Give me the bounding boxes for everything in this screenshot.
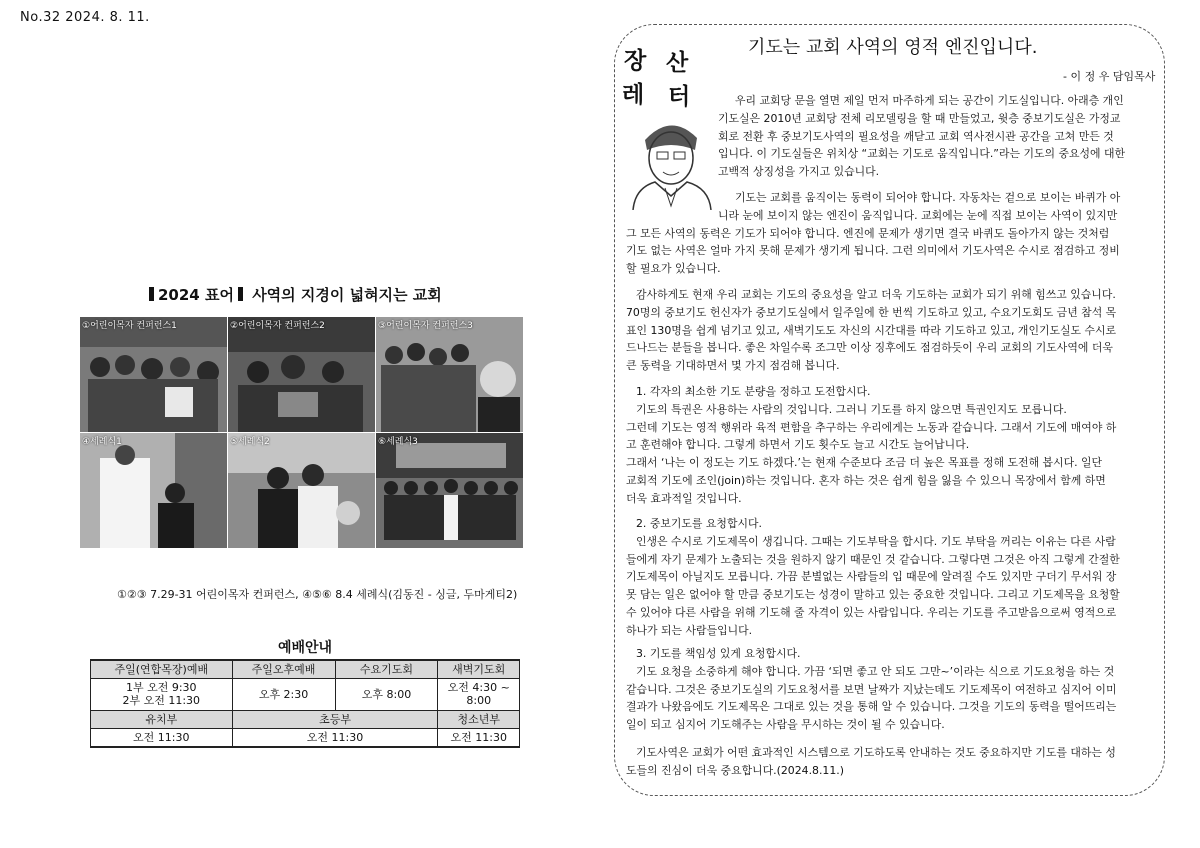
letter-line: 그래서 ‘나는 이 정도는 기도 하겠다.’는 현재 수준보다 조금 더 높은 목표를 정해 도전해 봅시다. 일단	[626, 456, 1103, 470]
letter-line: 입니다. 이 기도실들은 위치상 “교회는 기도로 움직입니다.”라는 기도의 중요성에 대한	[718, 147, 1126, 161]
photo-5	[228, 433, 375, 548]
letter-line: 표인 130명을 쉽게 넘기고 있고, 새벽기도도 자신의 시간대를 따라 기도하고 있고, 개인기도실도 수시로	[626, 323, 1117, 337]
letter-line: 우리 교회당 문을 열면 제일 먼저 마주하게 되는 공간이 기도실입니다. 아래층 개인	[735, 94, 1124, 107]
motto-mark-right	[238, 287, 243, 301]
photo-4	[80, 433, 227, 548]
letter-line: 도들의 진심이 더욱 중요합니다.(2024.8.11.)	[626, 763, 844, 777]
letter-line: 인생은 수시로 기도제목이 생깁니다. 그때는 기도부탁을 합시다. 기도 부탁을 꺼리는 이유는 다른 사람	[636, 534, 1116, 548]
motto-year: 2024 표어	[158, 286, 234, 304]
photo-2	[228, 317, 375, 432]
letter-author: - 이 정 우 담임목사	[1063, 70, 1156, 83]
motto	[145, 284, 475, 305]
letter-line: 들에게 자기 문제가 노출되는 것을 원하지 않기 때문인 것 같습니다. 그렇다면 그것은 아직 그렇게 간절한	[626, 552, 1120, 566]
letter-line: 기도제목이 아닐지도 모릅니다. 가끔 분별없는 사람들의 입 때문에 알려질 수도 있지만 구더기 무서워 장	[626, 570, 1117, 584]
photo-2-image	[228, 317, 375, 432]
photo-4-image	[80, 433, 227, 548]
section-heading: 2. 중보기도를 요청합시다.	[636, 517, 762, 530]
letter-paragraph-2	[626, 189, 1121, 278]
letter-line: 일이 되고 심지어 기도해주는 사람을 무시하는 것이 될 수 있습니다.	[626, 718, 945, 732]
letter-line: 니라 눈에 보이지 않는 엔진이 움직입니다. 교회에는 눈에 직접 보이는 사역이 있지만	[718, 208, 1118, 222]
letter-section-2	[626, 515, 1120, 640]
letter-tag-char-3: 레	[622, 82, 645, 108]
photo-3-label: ③어린이목자 컨퍼런스3	[378, 321, 473, 331]
letter-line: 고백적 상징성을 가지고 있습니다.	[718, 165, 880, 179]
dept-time-youth: 오전 11:30	[438, 728, 520, 747]
letter-line: 고 훈련해야 합니다. 그렇게 하면서 기도 횟수도 늘고 시간도 늘어납니다.	[626, 438, 970, 452]
letter-closing	[626, 744, 1116, 780]
service-time-wednesday: 오후 8:00	[335, 679, 438, 710]
service-header-row	[91, 660, 520, 679]
photo-1-label: ①어린이목자 컨퍼런스1	[82, 321, 177, 331]
photo-grid	[80, 317, 523, 548]
letter-title: 기도는 교회 사역의 영적 엔진입니다.	[748, 37, 1038, 58]
photo-6-label: ⑥세례식3	[378, 437, 418, 447]
photo-2-label: ②어린이목자 컨퍼런스2	[230, 321, 325, 331]
letter-tag-char-4: 터	[668, 84, 691, 110]
photo-1	[80, 317, 227, 432]
service-time-row	[91, 679, 520, 710]
letter-line: 그 모든 사역의 동력은 기도가 되어야 합니다. 엔진에 문제가 생기면 결국 바퀴도 돌아가지 않는 것처럼	[626, 226, 1110, 240]
letter-line: 못 담는 일은 없어야 할 만큼 중보기도는 성경이 말하고 있는 중요한 것입니다. 그리고 기도제목을 요청할	[626, 588, 1120, 602]
pastor-portrait	[625, 110, 717, 210]
dept-head-kindergarten: 유치부	[91, 710, 233, 728]
dept-time-elementary: 오전 11:30	[232, 728, 438, 747]
photo-6	[376, 433, 523, 548]
dept-time-row	[91, 728, 520, 747]
photo-1-image	[80, 317, 227, 432]
letter-line: 같습니다. 그것은 중보기도실의 기도요청서를 보면 날짜가 지났는데도 기도제목이 여전하고 심지어 이미	[626, 682, 1117, 696]
letter-line: 감사하게도 현재 우리 교회는 기도의 중요성을 알고 더욱 기도하는 교회가 되기 위해 힘쓰고 있습니다.	[636, 288, 1116, 301]
photo-5-image	[228, 433, 375, 548]
letter-tag	[618, 42, 710, 110]
letter-line: 하나가 되는 사람들입니다.	[626, 623, 753, 637]
service-time-sunday-1: 1부 오전 9:30	[125, 681, 197, 695]
service-head-sunday: 주일(연합목장)예배	[91, 660, 233, 679]
service-time-sunday-afternoon: 오후 2:30	[232, 679, 335, 710]
letter-line: 기도실은 2010년 교회당 전체 리모델링을 할 때 만들었고, 윗층 중보기도실은 가정교	[718, 111, 1121, 125]
dept-header-row	[91, 710, 520, 728]
service-table	[90, 659, 520, 748]
letter-section-3	[626, 645, 1116, 734]
service-guide-title: 예배안내	[277, 640, 333, 656]
dept-time-kindergarten: 오전 11:30	[91, 728, 233, 747]
photo-4-label: ④세례식1	[82, 437, 122, 447]
letter-paragraph-3	[626, 286, 1116, 375]
photo-3-image	[376, 317, 523, 432]
letter-section-1	[626, 383, 1116, 508]
letter-line: 할 필요가 있습니다.	[626, 262, 721, 276]
letter-line: 더욱 효과적일 것입니다.	[626, 491, 742, 505]
photo-6-image	[376, 433, 523, 548]
letter-line: 기도는 교회를 움직이는 동력이 되어야 합니다. 자동차는 겉으로 보이는 바퀴가 아	[735, 191, 1121, 204]
motto-mark-left	[149, 287, 154, 301]
letter-line: 수 있어야 다른 사람을 위해 기도해 줄 자격이 있는 사람입니다. 우리는 기도를 주고받음으로써 영적으로	[626, 605, 1117, 619]
letter-line: 기도사역은 교회가 어떤 효과적인 시스템으로 기도하도록 안내하는 것도 중요하지만 기도를 대하는 성	[636, 746, 1116, 759]
service-head-dawn: 새벽기도회	[438, 660, 520, 679]
dept-head-youth: 청소년부	[438, 710, 520, 728]
letter-line: 교회적 기도에 조인(join)하는 것입니다. 혼자 하는 것은 쉽게 힘을 잃을 수 있으니 목장에서 함께 하면	[626, 473, 1106, 487]
letter-tag-char-2: 산	[666, 50, 689, 76]
letter-line: 그런데 기도는 영적 행위라 육적 편함을 추구하는 우리에게는 노동과 같습니다. 그래서 기도에 매여야 하	[626, 420, 1117, 434]
motto-text: 사역의 지경이 넓혀지는 교회	[252, 286, 442, 304]
service-head-sunday-afternoon: 주일오후예배	[232, 660, 335, 679]
letter-tag-char-1: 장	[624, 48, 647, 74]
letter-line: 기도 없는 사역은 얼마 가지 못해 문제가 생기게 됩니다. 그런 의미에서 기도사역은 수시로 점검하고 정비	[626, 244, 1120, 258]
photo-5-label: ⑤세례식2	[230, 437, 270, 447]
service-time-sunday-2: 2부 오전 11:30	[122, 694, 201, 708]
service-time-dawn: 오전 4:30 ~ 8:00	[438, 679, 520, 710]
section-heading: 1. 각자의 최소한 기도 분량을 정하고 도전합시다.	[636, 385, 871, 398]
photo-3	[376, 317, 523, 432]
letter-line: 결과가 나왔음에도 기도제목은 그대로 있는 것을 통해 알 수 있습니다. 그것을 기도의 동력을 떨어뜨리는	[626, 700, 1117, 714]
letter-line: 큰 동력을 기대하면서 몇 가지 점검해 봅니다.	[626, 359, 840, 373]
letter-line: 기도의 특권은 사용하는 사람의 것입니다. 그러니 기도를 하지 않으면 특권인지도 모릅니다.	[636, 402, 1067, 416]
letter-paragraph-1	[718, 92, 1126, 181]
letter-line: 기도 요청을 소중하게 해야 합니다. 가끔 ‘되면 좋고 안 되도 그만~’이라는 식으로 기도요청을 하는 것	[636, 664, 1115, 678]
issue-number: No.32 2024. 8. 11.	[20, 10, 150, 25]
service-head-wednesday: 수요기도회	[335, 660, 438, 679]
section-heading: 3. 기도를 책임성 있게 요청합시다.	[636, 647, 801, 660]
dept-head-elementary: 초등부	[232, 710, 438, 728]
service-time-sunday	[91, 679, 233, 710]
letter-line: 드나드는 분들을 봅니다. 좋은 차일수록 조그만 이상 징후에도 점검하듯이 우리 교회의 기도사역에 더욱	[626, 341, 1113, 355]
letter-line: 70명의 중보기도 헌신자가 중보기도실에서 일주일에 한 번씩 기도하고 있고, 수요기도회도 금년 참석 목	[626, 305, 1117, 319]
photo-caption: ①②③ 7.29-31 어린이목자 컨퍼런스, ④⑤⑥ 8.4 세례식(김동진 - 싱글, 두마게티2)	[117, 588, 518, 601]
letter-line: 회로 전환 후 중보기도사역의 필요성을 깨닫고 교회 역사전시관 공간을 고쳐 만든 것	[718, 129, 1114, 143]
